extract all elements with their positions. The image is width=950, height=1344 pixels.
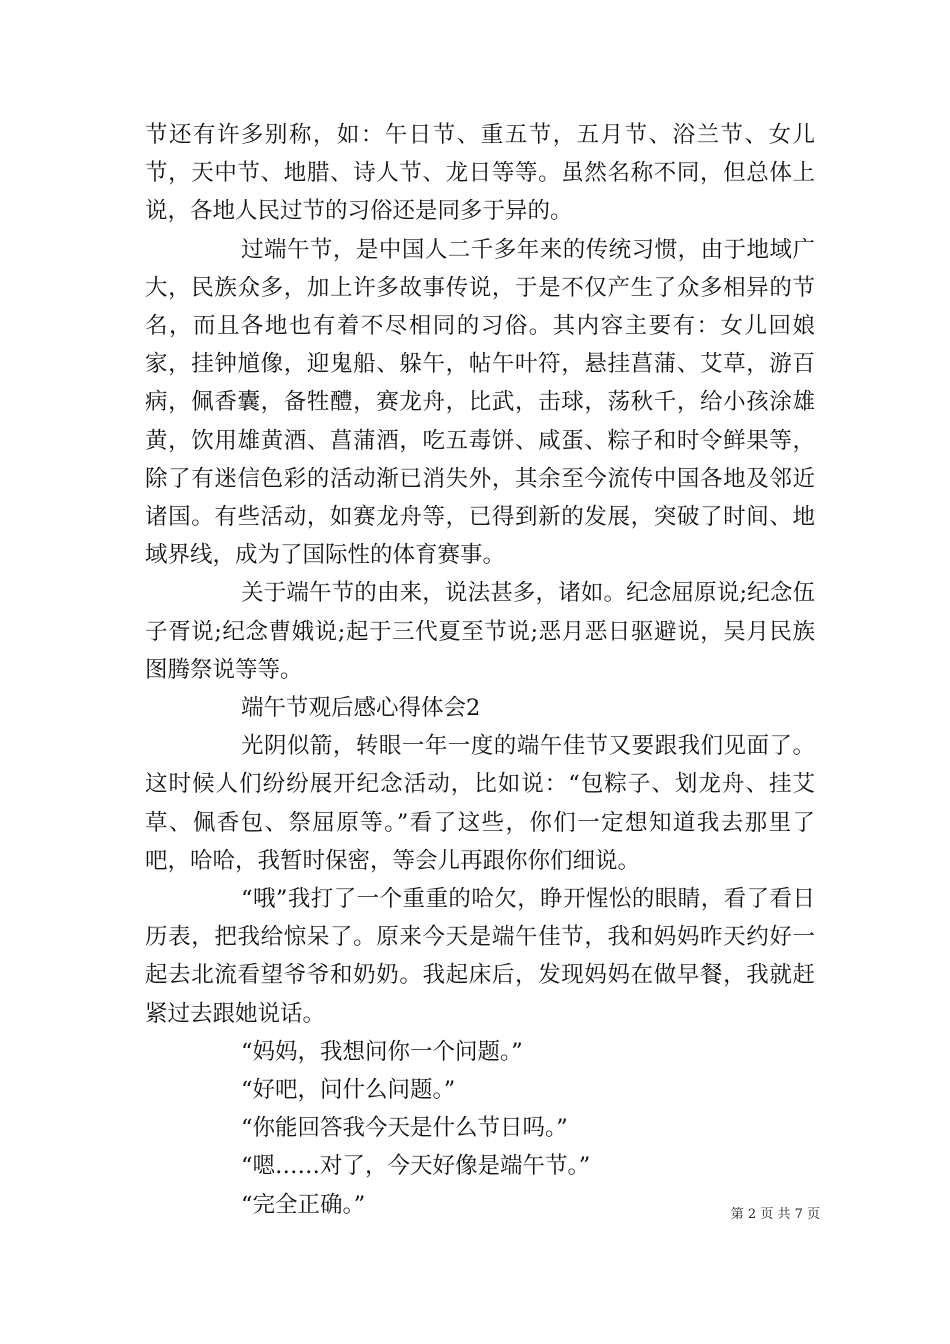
dialogue-line: “你能回答我今天是什么节日吗。” xyxy=(241,1115,568,1142)
body-text xyxy=(145,116,815,1224)
paragraph-morning: “哦”我打了一个重重的哈欠，睁开惺忪的眼睛，看了看日历表，把我给惊呆了。原来今天是端午佳节，我和妈妈昨天约好一起去北流看望爷爷和奶奶。我起床后，发现妈妈在做早餐，我就赶紧过去跟她说话。 xyxy=(145,886,815,1027)
paragraph-intro: 光阴似箭，转眼一年一度的端午佳节又要跟我们见面了。这时候人们纷纷展开纪念活动，比如说：“包粽子、划龙舟、挂艾草、佩香包、祭屈原等。”看了这些，你们一定想知道我去那里了吧，哈哈，我暂时保密，等会儿再跟你你们细说。 xyxy=(145,733,815,874)
dialogue-line: “妈妈，我想问你一个问题。” xyxy=(241,1038,523,1065)
paragraph-customs: 过端午节，是中国人二千多年来的传统习惯，由于地域广大，民族众多，加上许多故事传说，于是不仅产生了众多相异的节名，而且各地也有着不尽相同的习俗。其内容主要有：女儿回娘家，挂钟馗像，迎鬼船、躲午，帖午叶符，悬挂菖蒲、艾草，游百病，佩香囊，备牲醴，赛龙舟，比武，击球，荡秋千，给小孩涂雄黄，饮用雄黄酒、菖蒲酒，吃五毒饼、咸蛋、粽子和时令鲜果等，除了有迷信色彩的活动渐已消失外，其余至今流传中国各地及邻近诸国。有些活动，如赛龙舟等，已得到新的发展，突破了时间、地域界线，成为了国际性的体育赛事。 xyxy=(145,236,815,569)
section-title: 端午节观后感心得体会2 xyxy=(241,695,481,722)
page-number: 第 2 页 共 7 页 xyxy=(730,1207,820,1222)
paragraph-origin: 关于端午节的由来，说法甚多，诸如。纪念屈原说;纪念伍子胥说;纪念曹娥说;起于三代夏至节说;恶月恶日驱避说，吴月民族图腾祭说等等。 xyxy=(145,580,815,683)
paragraph-festival-names: 节还有许多别称，如：午日节、重五节，五月节、浴兰节、女儿节，天中节、地腊、诗人节、龙日等等。虽然名称不同，但总体上说，各地人民过节的习俗还是同多于异的。 xyxy=(145,122,815,225)
dialogue-line: “嗯……对了，今天好像是端午节。” xyxy=(241,1153,591,1180)
dialogue-line: “完全正确。” xyxy=(241,1191,366,1218)
dialogue-line: “好吧，问什么问题。” xyxy=(241,1077,456,1104)
